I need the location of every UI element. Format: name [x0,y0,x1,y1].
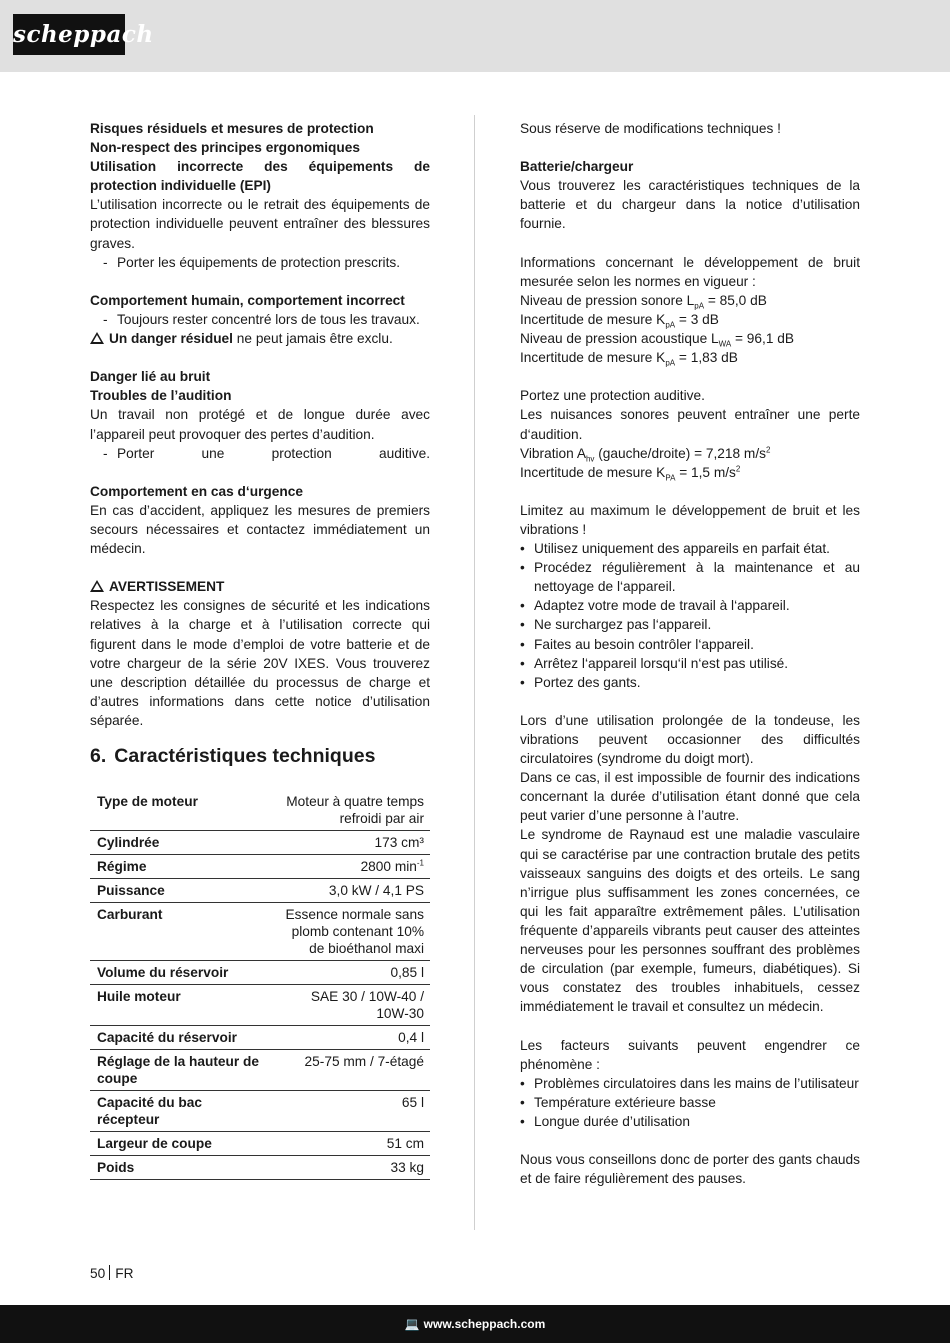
list-item: • Longue durée d’utilisation [520,1112,860,1131]
facteurs-paragraph: Les facteurs suivants peuvent engendrer ce phénomène : [520,1037,860,1072]
spec-value: 25-75 mm / 7-étagé [271,1050,430,1091]
spec-row [90,879,430,903]
avertissement-heading: AVERTISSEMENT [90,577,430,596]
left-column [90,119,430,1180]
spec-value: 2800 $\min^{-1}$ [271,855,430,879]
spec-row [90,790,430,831]
spec-value: Essence normale sans plomb contenant 10% de bioéthanol maxi [271,903,430,961]
batterie-paragraph: Vous trouverez les caractéristiques techniques de la batterie et du chargeur dans la notice d’utilisation fournie. [520,178,860,232]
column-divider [474,115,475,1230]
warning-icon [90,332,104,344]
spec-row [90,855,430,879]
list-item: • Utilisez uniquement des appareils en parfait état. [520,539,860,558]
epi-heading: Utilisation incorrecte des équipements de protection individuelle (EPI) [90,159,430,194]
facteurs-bullet-list [520,1074,860,1131]
reserve-note: Sous réserve de modifications techniques ! [520,121,781,136]
brand-logo: scheppach [13,14,125,55]
spec-label: Capacité du bac récepteur [90,1091,271,1132]
list-item: • Arrêtez l‘appareil lorsqu‘il n‘est pas utilisé. [520,654,860,673]
page-footer [0,1305,950,1343]
vibration-value: Incertitude de mesure $K_{PA} = 1,5$ $m/s^2$ [520,464,741,483]
spec-label: Carburant [90,903,271,961]
spec-label: Type de moteur [90,790,271,831]
spec-row [90,1050,430,1091]
spec-value: SAE 30 / 10W-40 / 10W-30 [271,985,430,1026]
list-item: • Température extérieure basse [520,1093,860,1112]
spec-value: 51 cm [271,1132,430,1156]
limitez-paragraph: Limitez au maximum le développement de bruit et les vibrations ! [520,502,860,537]
spec-value: 173 cm³ [271,831,430,855]
humain-heading: Comportement humain, comportement incorrect [90,292,405,308]
spec-value: 0,4 l [271,1026,430,1050]
spec-label: Régime [90,855,271,879]
spec-label: Cylindrée [90,831,271,855]
page-header [0,0,950,72]
spec-row [90,831,430,855]
warning-icon [90,580,104,592]
audition-heading: Troubles de l’audition [90,388,232,404]
spec-table [90,790,430,1180]
computer-icon: 💻 [404,1317,420,1331]
spec-row [90,1156,430,1180]
bruit-heading: Danger lié au bruit [90,369,211,385]
epi-instruction: - Porter les équipements de protection prescrits. [90,253,430,272]
vibration-value: Vibration $A_{hv}$ (gauche/droite) = 7,218 $m/s^2$ [520,445,771,464]
spec-value: 33 kg [271,1156,430,1180]
risques-heading: Risques résiduels et mesures de protection [90,121,374,136]
list-item: • Problèmes circulatoires dans les mains de l’utilisateur [520,1074,860,1093]
spec-label: Capacité du réservoir [90,1026,271,1050]
noise-value: Niveau de pression sonore $L_{pA} = 85,0$ dB [520,292,767,311]
spec-value: 3,0 kW / 4,1 PS [271,879,430,903]
spec-label: Réglage de la hauteur de coupe [90,1050,271,1091]
page-number: 50 FR [90,1266,134,1281]
list-item: • Faites au besoin contrôler l‘appareil. [520,635,860,654]
spec-label: Huile moteur [90,985,271,1026]
spec-row [90,1091,430,1132]
bruit-intro: Informations concernant le développement de bruit mesurée selon les normes en vigueur : [520,254,860,289]
spec-row [90,961,430,985]
spec-value: 0,85 l [271,961,430,985]
spec-label: Poids [90,1156,271,1180]
spec-label: Volume du réservoir [90,961,271,985]
ergonomie-heading: Non-respect des principes ergonomiques [90,140,361,156]
section-title: 6. Caractéristiques techniques [90,745,376,767]
list-item: • Ne surchargez pas l‘appareil. [520,615,860,634]
noise-value: Niveau de pression acoustique $L_{WA} = 96,1$ dB [520,331,794,349]
right-column [520,119,860,1188]
vibration-bullet-list [520,539,860,692]
humain-instruction: - Toujours rester concentré lors de tous les travaux. [90,310,430,329]
avertissement-paragraph: Respectez les consignes de sécurité et les indications relatives à la charge et à l’utilisation correcte qui figurent dans le mode d’emploi de votre batterie et de votre chargeur de la série 20V IXES. Vous trouverez une description détaillée du processus de charge et d’autres informations dans cette notice d’utilisation séparée. [90,598,430,728]
urgence-heading: Comportement en cas d‘urgence [90,483,303,499]
protection-note: Portez une protection auditive. [520,388,705,404]
spec-label: Largeur de coupe [90,1132,271,1156]
noise-value: Incertitude de mesure $K_{pA} = 3$ dB [520,311,719,330]
spec-row [90,1026,430,1050]
prolonge-paragraph: Lors d’une utilisation prolongée de la tondeuse, les vibrations peuvent occasionner des difficultés circulatoires (syndrome du doigt mort). [520,712,860,767]
conseil-paragraph: Nous vous conseillons donc de porter des gants chauds et de faire régulièrement des pauses. [520,1152,860,1187]
raynaud-paragraph: Le syndrome de Raynaud est une maladie vasculaire qui se caractérise par une contraction brutale des petits vaisseaux sanguins des doigts et des orteils. Le sang n’irrigue plus suffisamment les zones concernées, ce qui les fait apparaître extrêmement pâles. L’utilisation fréquente d’appareils vibrants peut causer des atteintes nerveuses pour les personnes souffrant des problèmes de circulation (par exemple, fumeurs, diabétiques). Si vous constatez des troubles inhabituels, cessez immédiatement le travail et consultez un médecin. [520,827,860,1015]
audition-paragraph: Un travail non protégé et de longue durée avec l’appareil peut provoquer des pertes d’audition. [90,407,430,442]
website-link[interactable]: www.scheppach.com [423,1317,546,1331]
list-item: • Adaptez votre mode de travail à l‘appareil. [520,596,860,615]
spec-value: 65 l [271,1091,430,1132]
list-item: • Portez des gants. [520,673,860,692]
spec-label: Puissance [90,879,271,903]
danger-residuel-line: Un danger résiduel ne peut jamais être exclu. [90,329,430,348]
spec-value: Moteur à quatre temps refroidi par air [271,790,430,831]
urgence-paragraph: En cas d’accident, appliquez les mesures de premiers secours nécessaires et contactez immédiatement un médecin. [90,502,430,557]
batterie-heading: Batterie/chargeur [520,159,634,175]
list-item: • Procédez régulièrement à la maintenance et au nettoyage de l‘appareil. [520,558,860,596]
noise-value: Incertitude de mesure $K_{pA} = 1,83$ dB [520,350,738,368]
spec-row [90,1132,430,1156]
audition-instruction: - Porter une protection auditive. [90,444,430,463]
dans-ce-cas-paragraph: Dans ce cas, il est impossible de fournir des indications concernant la durée d’utilisation étant donné que cela peut varier d’une personne à l’autre. [520,770,860,824]
nuisances-note: Les nuisances sonores peuvent entraîner une perte d‘audition. [520,407,860,442]
spec-row [90,985,430,1026]
spec-row [90,903,430,961]
epi-paragraph: L’utilisation incorrecte ou le retrait des équipements de protection individuelle peuvent entraîner des blessures graves. [90,197,430,251]
